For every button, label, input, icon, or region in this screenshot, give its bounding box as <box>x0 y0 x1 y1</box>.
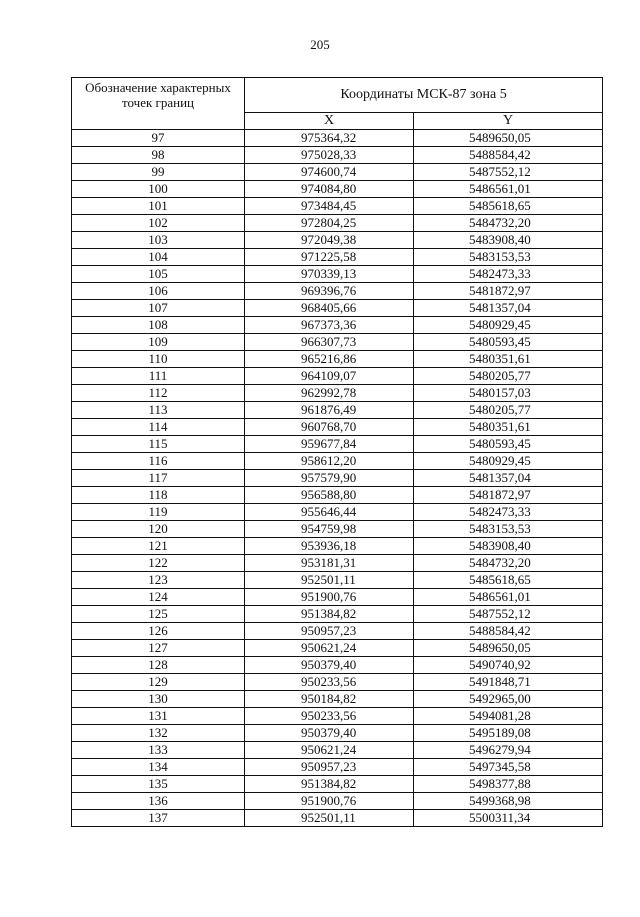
x-coordinate-cell: 969396,76 <box>245 283 414 300</box>
x-coordinate-cell: 958612,20 <box>245 453 414 470</box>
point-number-cell: 129 <box>72 674 245 691</box>
table-row <box>72 147 603 164</box>
x-coordinate-cell: 972804,25 <box>245 215 414 232</box>
x-coordinate-cell: 950233,56 <box>245 674 414 691</box>
y-coordinate-cell: 5480351,61 <box>414 351 603 368</box>
x-coordinate-cell: 959677,84 <box>245 436 414 453</box>
table-row <box>72 640 603 657</box>
table-row <box>72 555 603 572</box>
point-number-cell: 124 <box>72 589 245 606</box>
x-column-header: X <box>245 113 414 130</box>
x-coordinate-cell: 950184,82 <box>245 691 414 708</box>
point-number-cell: 112 <box>72 385 245 402</box>
x-coordinate-cell: 967373,36 <box>245 317 414 334</box>
y-coordinate-cell: 5489650,05 <box>414 130 603 147</box>
x-coordinate-cell: 951384,82 <box>245 776 414 793</box>
table-row <box>72 130 603 147</box>
table-row <box>72 487 603 504</box>
x-coordinate-cell: 955646,44 <box>245 504 414 521</box>
table-body <box>72 130 603 827</box>
y-coordinate-cell: 5497345,58 <box>414 759 603 776</box>
table-row <box>72 725 603 742</box>
y-coordinate-cell: 5486561,01 <box>414 589 603 606</box>
point-number-cell: 123 <box>72 572 245 589</box>
x-coordinate-cell: 966307,73 <box>245 334 414 351</box>
x-coordinate-cell: 964109,07 <box>245 368 414 385</box>
point-number-cell: 97 <box>72 130 245 147</box>
x-coordinate-cell: 952501,11 <box>245 810 414 827</box>
point-column-header: Обозначение характерных точек границ <box>72 78 245 130</box>
x-coordinate-cell: 970339,13 <box>245 266 414 283</box>
table-row <box>72 198 603 215</box>
table-row <box>72 300 603 317</box>
table-row <box>72 691 603 708</box>
coordinates-column-header: Координаты МСК-87 зона 5 <box>245 78 603 113</box>
point-number-cell: 118 <box>72 487 245 504</box>
y-coordinate-cell: 5487552,12 <box>414 164 603 181</box>
y-coordinate-cell: 5496279,94 <box>414 742 603 759</box>
y-coordinate-cell: 5480593,45 <box>414 334 603 351</box>
point-number-cell: 106 <box>72 283 245 300</box>
point-number-cell: 101 <box>72 198 245 215</box>
y-coordinate-cell: 5484732,20 <box>414 215 603 232</box>
point-number-cell: 107 <box>72 300 245 317</box>
x-coordinate-cell: 957579,90 <box>245 470 414 487</box>
point-number-cell: 120 <box>72 521 245 538</box>
y-coordinate-cell: 5489650,05 <box>414 640 603 657</box>
table-row <box>72 742 603 759</box>
x-coordinate-cell: 952501,11 <box>245 572 414 589</box>
point-number-cell: 102 <box>72 215 245 232</box>
table-row <box>72 164 603 181</box>
x-coordinate-cell: 965216,86 <box>245 351 414 368</box>
point-number-cell: 113 <box>72 402 245 419</box>
table-row <box>72 589 603 606</box>
point-number-cell: 108 <box>72 317 245 334</box>
y-coordinate-cell: 5480593,45 <box>414 436 603 453</box>
table-row <box>72 606 603 623</box>
table-row <box>72 776 603 793</box>
point-number-cell: 135 <box>72 776 245 793</box>
y-coordinate-cell: 5500311,34 <box>414 810 603 827</box>
point-number-cell: 127 <box>72 640 245 657</box>
page-number: 205 <box>310 37 330 52</box>
x-coordinate-cell: 950379,40 <box>245 657 414 674</box>
table-row <box>72 453 603 470</box>
y-coordinate-cell: 5480929,45 <box>414 317 603 334</box>
header-row <box>72 78 603 113</box>
point-number-cell: 121 <box>72 538 245 555</box>
point-number-cell: 128 <box>72 657 245 674</box>
table-row <box>72 402 603 419</box>
table-row <box>72 623 603 640</box>
x-coordinate-cell: 972049,38 <box>245 232 414 249</box>
point-number-cell: 122 <box>72 555 245 572</box>
point-number-cell: 130 <box>72 691 245 708</box>
x-coordinate-cell: 950379,40 <box>245 725 414 742</box>
y-coordinate-cell: 5499368,98 <box>414 793 603 810</box>
x-coordinate-cell: 960768,70 <box>245 419 414 436</box>
table-row <box>72 334 603 351</box>
y-coordinate-cell: 5486561,01 <box>414 181 603 198</box>
table-row <box>72 572 603 589</box>
x-coordinate-cell: 951900,76 <box>245 793 414 810</box>
x-coordinate-cell: 950957,23 <box>245 623 414 640</box>
y-coordinate-cell: 5480205,77 <box>414 402 603 419</box>
x-coordinate-cell: 975028,33 <box>245 147 414 164</box>
x-coordinate-cell: 950621,24 <box>245 742 414 759</box>
point-number-cell: 99 <box>72 164 245 181</box>
point-number-cell: 132 <box>72 725 245 742</box>
x-coordinate-cell: 971225,58 <box>245 249 414 266</box>
y-coordinate-cell: 5483908,40 <box>414 232 603 249</box>
y-coordinate-cell: 5480157,03 <box>414 385 603 402</box>
point-number-cell: 131 <box>72 708 245 725</box>
y-coordinate-cell: 5490740,92 <box>414 657 603 674</box>
table-row <box>72 657 603 674</box>
table-row <box>72 419 603 436</box>
y-coordinate-cell: 5481872,97 <box>414 283 603 300</box>
coordinates-table <box>71 77 603 827</box>
point-number-cell: 125 <box>72 606 245 623</box>
point-number-cell: 116 <box>72 453 245 470</box>
table-header <box>72 78 603 130</box>
x-coordinate-cell: 968405,66 <box>245 300 414 317</box>
table-row <box>72 708 603 725</box>
point-number-cell: 104 <box>72 249 245 266</box>
y-coordinate-cell: 5480351,61 <box>414 419 603 436</box>
x-coordinate-cell: 953936,18 <box>245 538 414 555</box>
y-coordinate-cell: 5495189,08 <box>414 725 603 742</box>
point-number-cell: 111 <box>72 368 245 385</box>
y-coordinate-cell: 5483153,53 <box>414 521 603 538</box>
x-coordinate-cell: 975364,32 <box>245 130 414 147</box>
x-coordinate-cell: 950621,24 <box>245 640 414 657</box>
table-row <box>72 538 603 555</box>
point-number-cell: 137 <box>72 810 245 827</box>
y-coordinate-cell: 5483908,40 <box>414 538 603 555</box>
y-coordinate-cell: 5480929,45 <box>414 453 603 470</box>
y-coordinate-cell: 5491848,71 <box>414 674 603 691</box>
table-row <box>72 759 603 776</box>
point-number-cell: 109 <box>72 334 245 351</box>
x-coordinate-cell: 951900,76 <box>245 589 414 606</box>
x-coordinate-cell: 961876,49 <box>245 402 414 419</box>
x-coordinate-cell: 954759,98 <box>245 521 414 538</box>
point-number-cell: 110 <box>72 351 245 368</box>
y-coordinate-cell: 5488584,42 <box>414 623 603 640</box>
y-coordinate-cell: 5480205,77 <box>414 368 603 385</box>
y-coordinate-cell: 5498377,88 <box>414 776 603 793</box>
y-coordinate-cell: 5482473,33 <box>414 266 603 283</box>
table-row <box>72 266 603 283</box>
y-coordinate-cell: 5488584,42 <box>414 147 603 164</box>
table-row <box>72 504 603 521</box>
table-row <box>72 232 603 249</box>
table-row <box>72 810 603 827</box>
y-coordinate-cell: 5492965,00 <box>414 691 603 708</box>
y-coordinate-cell: 5481872,97 <box>414 487 603 504</box>
table-row <box>72 181 603 198</box>
point-number-cell: 103 <box>72 232 245 249</box>
table-row <box>72 351 603 368</box>
table-row <box>72 249 603 266</box>
table-row <box>72 215 603 232</box>
table-row <box>72 793 603 810</box>
point-number-cell: 117 <box>72 470 245 487</box>
table-row <box>72 436 603 453</box>
y-coordinate-cell: 5481357,04 <box>414 470 603 487</box>
point-number-cell: 134 <box>72 759 245 776</box>
y-coordinate-cell: 5482473,33 <box>414 504 603 521</box>
y-coordinate-cell: 5485618,65 <box>414 198 603 215</box>
table-row <box>72 674 603 691</box>
x-coordinate-cell: 953181,31 <box>245 555 414 572</box>
x-coordinate-cell: 951384,82 <box>245 606 414 623</box>
table-row <box>72 385 603 402</box>
y-coordinate-cell: 5485618,65 <box>414 572 603 589</box>
x-coordinate-cell: 950233,56 <box>245 708 414 725</box>
point-number-cell: 100 <box>72 181 245 198</box>
table-row <box>72 283 603 300</box>
x-coordinate-cell: 973484,45 <box>245 198 414 215</box>
point-number-cell: 133 <box>72 742 245 759</box>
table-row <box>72 470 603 487</box>
x-coordinate-cell: 974084,80 <box>245 181 414 198</box>
point-number-cell: 98 <box>72 147 245 164</box>
point-number-cell: 115 <box>72 436 245 453</box>
table-row <box>72 521 603 538</box>
point-number-cell: 126 <box>72 623 245 640</box>
table-row <box>72 368 603 385</box>
x-coordinate-cell: 956588,80 <box>245 487 414 504</box>
y-coordinate-cell: 5483153,53 <box>414 249 603 266</box>
y-column-header: Y <box>414 113 603 130</box>
point-number-cell: 105 <box>72 266 245 283</box>
x-coordinate-cell: 974600,74 <box>245 164 414 181</box>
table-row <box>72 317 603 334</box>
y-coordinate-cell: 5494081,28 <box>414 708 603 725</box>
y-coordinate-cell: 5484732,20 <box>414 555 603 572</box>
point-number-cell: 114 <box>72 419 245 436</box>
y-coordinate-cell: 5481357,04 <box>414 300 603 317</box>
x-coordinate-cell: 962992,78 <box>245 385 414 402</box>
point-number-cell: 119 <box>72 504 245 521</box>
y-coordinate-cell: 5487552,12 <box>414 606 603 623</box>
x-coordinate-cell: 950957,23 <box>245 759 414 776</box>
point-number-cell: 136 <box>72 793 245 810</box>
